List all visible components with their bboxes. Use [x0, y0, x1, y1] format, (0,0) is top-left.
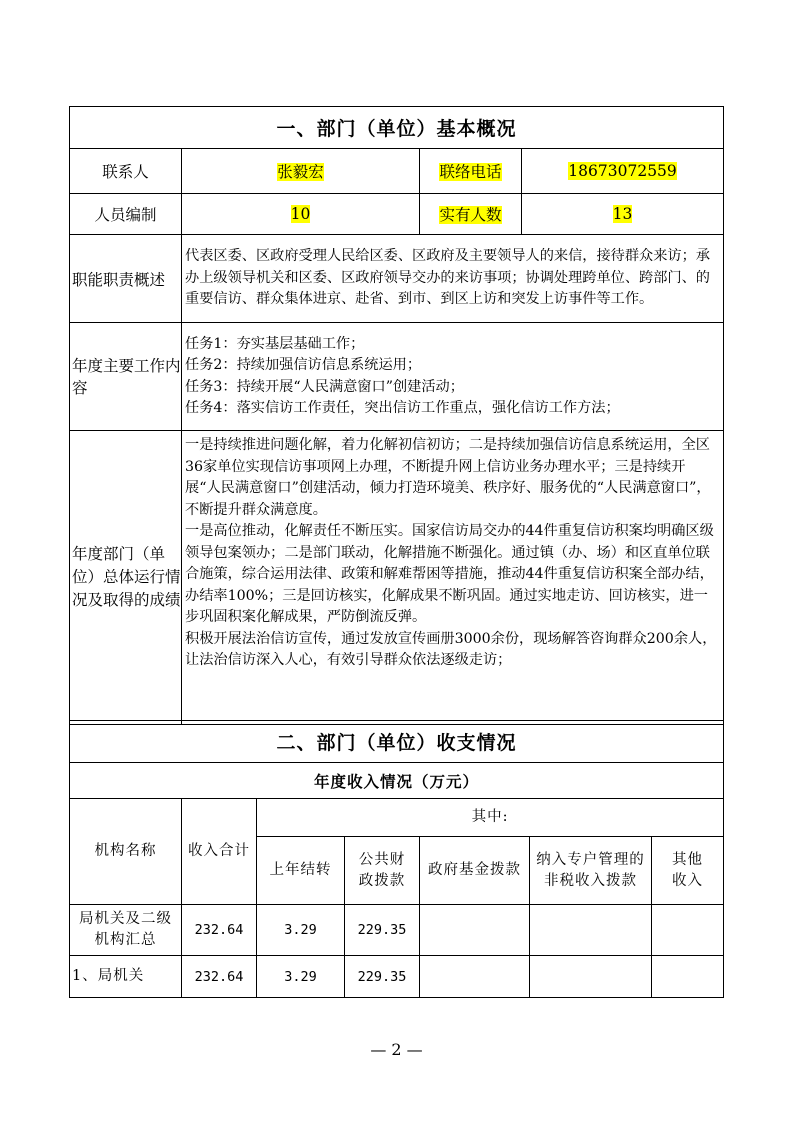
results-paragraph: 积极开展法治信访宣传，通过发放宣传画册3000余份，现场解答咨询群众200余人，让法治信访深入人心，有效引导群众依法逐级走访；	[185, 630, 717, 668]
task-item: 任务3：持续开展“人民满意窗口”创建活动；	[185, 378, 464, 395]
table-row	[70, 905, 724, 956]
total-header: 收入合计	[182, 799, 257, 905]
row-name: 1、局机关	[70, 956, 182, 998]
row-fiscal: 229.35	[345, 956, 420, 998]
staff-value: 10	[290, 205, 311, 223]
carryover-header: 上年结转	[257, 837, 345, 905]
contact-label: 联系人	[70, 149, 182, 194]
results-paragraph: 一是持续推进问题化解，着力化解初信初访；二是持续加强信访信息系统运用，全区36家单位实现信访事项网上办理，不断提升网上信访业务办理水平；三是持续开展“人民满意窗口”创建活动，倾力打造环境美、秩序好、服务优的“人民满意窗口”，不断提升群众满意度。	[185, 437, 711, 518]
table-row	[70, 956, 724, 998]
phone-label: 联络电话	[439, 163, 502, 181]
row-carryover: 3.29	[257, 905, 345, 956]
row-total: 232.64	[182, 905, 257, 956]
income-subtitle: 年度收入情况（万元）	[70, 763, 724, 799]
results-text	[182, 431, 724, 725]
results-label: 年度部门（单位）总体运行情况及取得的成绩	[70, 431, 182, 725]
task-item: 任务1：夯实基层基础工作；	[185, 335, 365, 352]
of-which-header: 其中:	[257, 799, 724, 837]
nontax-header: 纳入专户管理的非税收入拨款	[530, 837, 652, 905]
row-gov-fund	[420, 905, 530, 956]
tasks-label: 年度主要工作内容	[70, 323, 182, 431]
staff-label: 人员编制	[70, 194, 182, 235]
duty-text: 代表区委、区政府受理人民给区委、区政府及主要领导人的来信，接待群众来访；承办上级领导机关和区委、区政府领导交办的来访事项；协调处理跨单位、跨部门、的重要信访、群众集体进京、赴省、到市、到区上访和突发上访事件等工作。	[182, 235, 724, 323]
row-carryover: 3.29	[257, 956, 345, 998]
row-nontax	[530, 956, 652, 998]
row-name: 局机关及二级机构汇总	[70, 905, 182, 956]
row-total: 232.64	[182, 956, 257, 998]
section2-title: 二、部门（单位）收支情况	[70, 721, 724, 763]
task-item: 任务2：持续加强信访信息系统运用；	[185, 357, 422, 373]
duty-label: 职能职责概述	[70, 235, 182, 323]
row-nontax	[530, 905, 652, 956]
contact-value: 张毅宏	[277, 163, 324, 181]
fiscal-header: 公共财政拨款	[345, 837, 420, 905]
row-fiscal: 229.35	[345, 905, 420, 956]
tasks-list	[182, 323, 724, 431]
row-other	[652, 905, 724, 956]
org-name-header: 机构名称	[70, 799, 182, 905]
row-other	[652, 956, 724, 998]
actual-value: 13	[612, 205, 633, 223]
task-item: 任务4：落实信访工作责任，突出信访工作重点，强化信访工作方法；	[185, 400, 620, 416]
basic-info-table	[69, 106, 724, 725]
results-paragraph: 一是高位推动，化解责任不断压实。国家信访局交办的44件重复信访积案均明确区级领导包案领办；二是部门联动，化解措施不断强化。通过镇（办、场）和区直单位联合施策，综合运用法律、政策和解难帮困等措施，推动44件重复信访积案全部办结，办结率100%；三是回访核实，化解成果不断巩固。通过实地走访、回访核实，进一步巩固积案化解成果，严防倒流反弹。	[185, 523, 714, 625]
page-number: — 2 —	[370, 1040, 423, 1059]
other-header: 其他收入	[652, 837, 724, 905]
phone-value: 18673072559	[568, 162, 677, 180]
actual-label: 实有人数	[439, 206, 502, 224]
row-gov-fund	[420, 956, 530, 998]
section1-title: 一、部门（单位）基本概况	[70, 107, 724, 149]
gov-fund-header: 政府基金拨款	[420, 837, 530, 905]
income-table	[69, 720, 724, 998]
